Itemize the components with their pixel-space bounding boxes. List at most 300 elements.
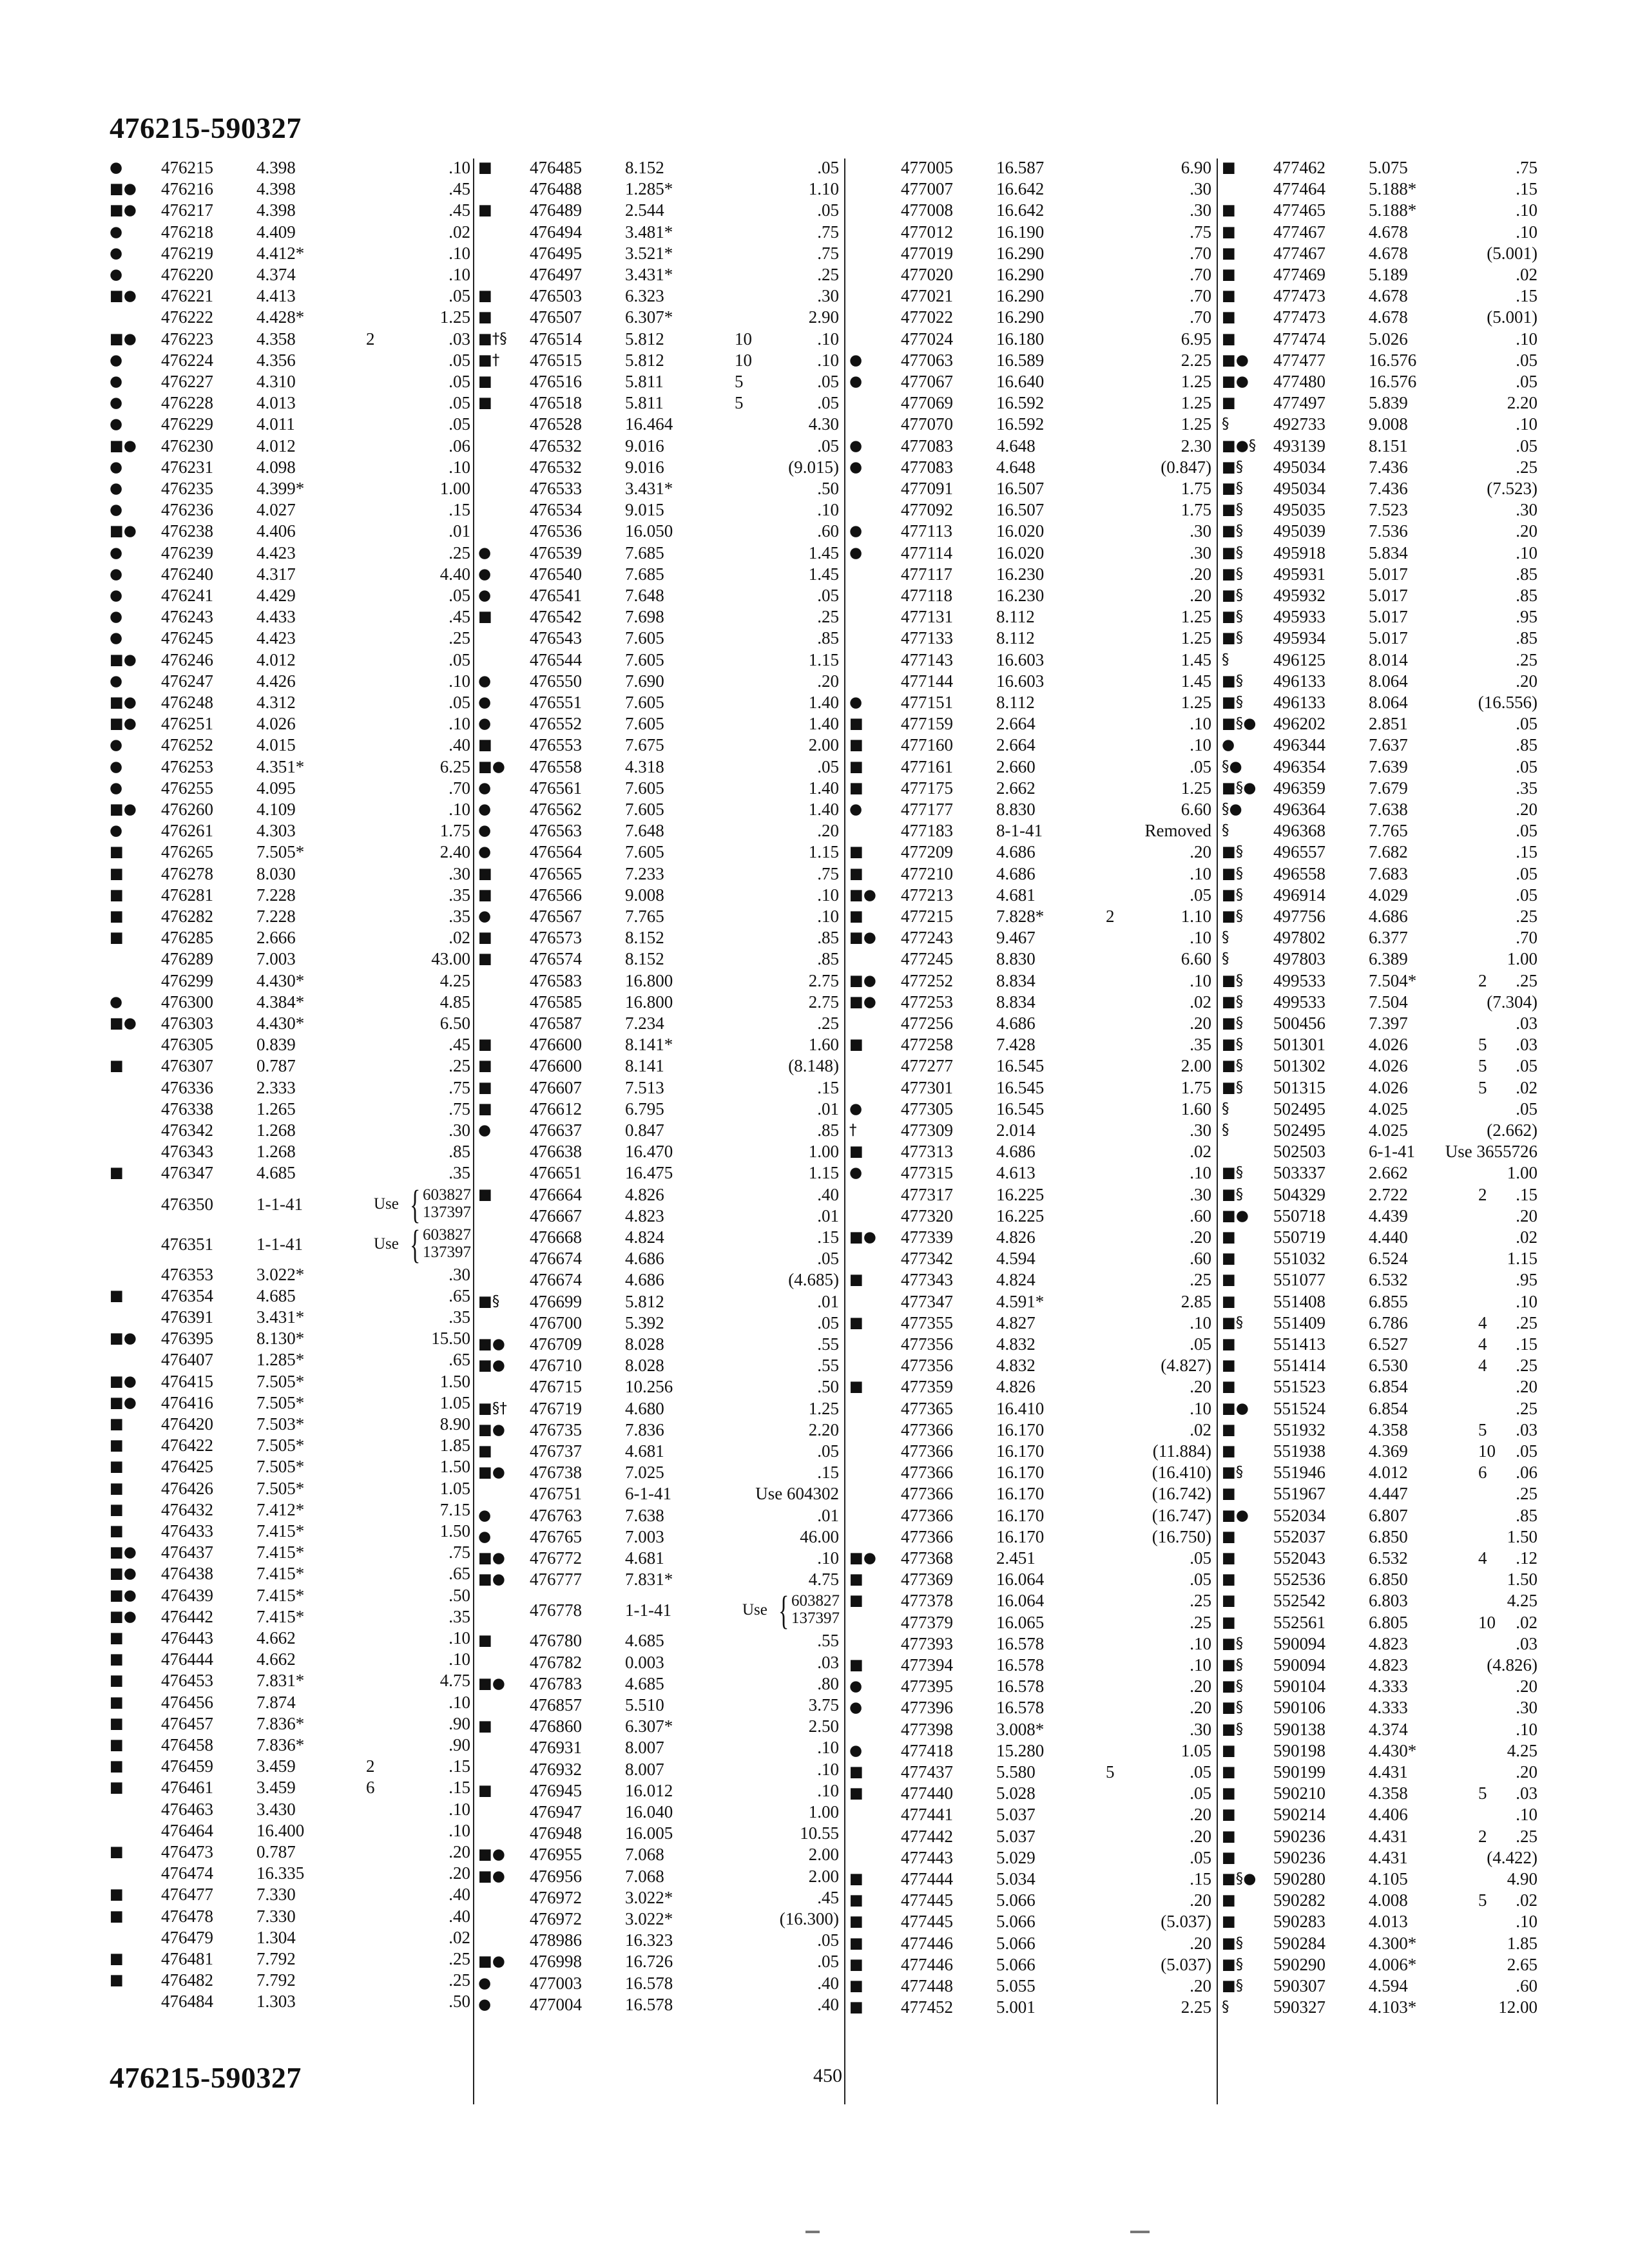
list-item	[110, 1222, 471, 1267]
item-number: 476433	[161, 1521, 213, 1541]
item-amount: .05	[1516, 350, 1537, 370]
item-amount: .20	[1190, 1805, 1211, 1825]
item-number: 476221	[161, 286, 213, 306]
item-amount: .02	[448, 928, 470, 948]
item-number: 476473	[161, 1842, 213, 1861]
list-item	[849, 799, 1211, 820]
item-rate: 5.066	[996, 1912, 1036, 1932]
item-amount: .05	[1516, 1099, 1537, 1119]
item-rate: 4.832	[996, 1356, 1036, 1376]
list-item	[110, 585, 470, 606]
list-item	[478, 906, 839, 927]
list-item	[478, 350, 839, 371]
list-item	[478, 1844, 839, 1865]
item-rate: 4.686	[625, 1270, 664, 1290]
list-item	[849, 1548, 1211, 1569]
item-number: 477366	[901, 1419, 953, 1439]
status-symbols: ■	[110, 1715, 124, 1732]
item-number: 476534	[530, 500, 582, 520]
status-symbols: ■	[1222, 309, 1236, 326]
item-amount: .10	[448, 1799, 470, 1819]
item-number: 476777	[530, 1570, 582, 1590]
item-number: 552536	[1273, 1570, 1325, 1590]
status-symbols: ■	[478, 608, 492, 626]
item-number: 495918	[1273, 543, 1325, 562]
item-amount: .10	[817, 1738, 839, 1758]
item-amount: .10	[448, 158, 470, 177]
item-number: 476564	[530, 842, 582, 862]
item-amount: 1.05	[1181, 1740, 1211, 1760]
status-symbols: ■§	[1222, 1934, 1244, 1952]
status-symbols: ■●	[478, 1675, 505, 1692]
item-number: 476415	[161, 1371, 213, 1391]
item-number: 476972	[530, 1887, 582, 1907]
item-rate: 4.686	[996, 842, 1036, 862]
item-rate: 4.681	[625, 1548, 664, 1568]
item-number: 551946	[1273, 1463, 1325, 1483]
item-rate: 7.638	[1369, 800, 1408, 819]
status-symbols: ■	[110, 1164, 124, 1182]
item-footnote: 5	[1106, 1762, 1115, 1782]
status-symbols: ●	[110, 822, 123, 840]
item-number: 476600	[530, 1035, 582, 1055]
list-item	[478, 1589, 840, 1633]
item-rate: 8.028	[625, 1356, 664, 1376]
item-footnote: 4	[1478, 1334, 1487, 1354]
list-item	[1222, 1120, 1537, 1141]
item-rate: 5.017	[1369, 607, 1408, 627]
item-number: 476426	[161, 1478, 213, 1498]
item-rate: 1.285*	[256, 1350, 305, 1370]
item-amount: 1.75	[1181, 1077, 1211, 1097]
list-item	[849, 499, 1211, 521]
item-number: 495933	[1273, 607, 1325, 627]
item-rate: 16.230	[996, 564, 1045, 584]
item-amount: .05	[817, 1930, 839, 1950]
item-number: 477258	[901, 1035, 953, 1055]
list-item	[478, 1823, 839, 1844]
item-number: 477004	[530, 1994, 582, 2014]
item-number: 493139	[1273, 436, 1325, 456]
item-number: 477393	[901, 1633, 953, 1653]
list-item	[110, 1456, 470, 1477]
item-rate: 5.834	[1369, 543, 1408, 562]
item-amount: 6.60	[1181, 800, 1211, 819]
item-number: 477342	[901, 1249, 953, 1269]
status-symbols: ■	[110, 1736, 124, 1753]
status-symbols: ●	[478, 587, 492, 604]
item-rate: 4.678	[1369, 286, 1408, 306]
item-amount: .10	[1516, 1719, 1537, 1739]
status-symbols: ■	[1222, 223, 1236, 240]
list-item	[478, 307, 839, 328]
item-rate: 8.014	[1369, 649, 1408, 669]
item-amount: 2.25	[1181, 1997, 1211, 2017]
item-amount: 2.50	[808, 1716, 839, 1736]
item-rate: 7.503*	[256, 1414, 305, 1434]
item-number: 476533	[530, 479, 582, 498]
item-number: 477366	[901, 1463, 953, 1483]
item-rate: 4.430*	[256, 970, 305, 990]
status-symbols: ■	[110, 1907, 124, 1925]
list-item	[110, 1799, 470, 1820]
item-amount: 1.10	[1181, 907, 1211, 926]
item-amount: .05	[1516, 885, 1537, 905]
item-rate: 4.662	[256, 1628, 296, 1648]
item-rate: 16.545	[996, 1099, 1045, 1119]
item-rate: 4.015	[256, 735, 296, 755]
item-number: 476536	[530, 521, 582, 541]
list-item	[478, 1462, 839, 1483]
item-rate: 16.578	[625, 1973, 673, 1993]
item-amount: 1.00	[439, 479, 470, 498]
list-item	[849, 1676, 1211, 1697]
item-rate: 7.228	[256, 885, 296, 905]
item-amount: (4.827)	[1161, 1356, 1211, 1376]
item-number: 477313	[901, 1142, 953, 1162]
status-symbols: ●	[110, 565, 123, 582]
item-number: 477320	[901, 1206, 953, 1225]
status-symbols: ●	[478, 801, 492, 818]
item-rate: 4.678	[1369, 307, 1408, 327]
item-number: 477480	[1273, 372, 1325, 391]
status-symbols: ■	[110, 908, 124, 925]
item-number: 476407	[161, 1350, 213, 1370]
item-rate: 1.265	[256, 1099, 296, 1119]
list-item	[849, 1869, 1211, 1890]
item-amount: .45	[817, 1887, 839, 1907]
list-item	[110, 1371, 470, 1392]
status-symbols: ■	[849, 1870, 863, 1887]
status-symbols: ■§	[1222, 480, 1244, 497]
item-rate: 7.836*	[256, 1713, 305, 1733]
item-amount: .85	[1516, 628, 1537, 648]
list-item	[849, 1612, 1211, 1633]
item-number: 476305	[161, 1035, 213, 1055]
item-number: 550719	[1273, 1227, 1325, 1247]
item-number: 590290	[1273, 1954, 1325, 1974]
list-item	[849, 1483, 1211, 1504]
list-item	[849, 735, 1211, 756]
item-number: 476719	[530, 1398, 582, 1418]
list-item	[849, 157, 1211, 178]
item-number: 476416	[161, 1392, 213, 1412]
item-number: 476255	[161, 778, 213, 798]
item-amount: .25	[1190, 1612, 1211, 1632]
status-symbols: ●	[478, 1974, 492, 1992]
item-rate: 16.592	[996, 414, 1045, 434]
item-amount: .60	[1190, 1249, 1211, 1269]
item-number: 476230	[161, 436, 213, 456]
item-rate: 7.228	[256, 907, 296, 926]
item-amount: .70	[1190, 307, 1211, 327]
list-item	[478, 564, 839, 585]
item-number: 476222	[161, 307, 213, 327]
item-amount: 1.40	[808, 693, 839, 712]
list-item	[110, 1414, 470, 1435]
item-amount: .05	[448, 372, 470, 391]
item-rate: 8.007	[625, 1759, 664, 1779]
item-number: 477003	[530, 1973, 582, 1993]
status-symbols: ■	[849, 1036, 863, 1053]
item-amount: .10	[817, 885, 839, 905]
item-number: 476240	[161, 564, 213, 584]
item-amount: .10	[448, 1628, 470, 1648]
list-item	[110, 1756, 470, 1777]
item-amount: (8.148)	[788, 1056, 839, 1076]
item-number: 551409	[1273, 1312, 1325, 1332]
list-item	[849, 521, 1211, 542]
item-rate: 8.152	[625, 949, 664, 969]
status-symbols: ■	[849, 736, 863, 754]
list-item	[1222, 1505, 1537, 1526]
item-rate: 7.836	[625, 1419, 664, 1439]
item-amount: 2.00	[1181, 1056, 1211, 1076]
item-amount: .05	[448, 586, 470, 605]
item-rate: 4.351*	[256, 756, 305, 776]
list-item	[110, 649, 470, 671]
list-item	[849, 628, 1211, 649]
item-amount: .85	[1516, 586, 1537, 605]
item-amount: .10	[1190, 1633, 1211, 1653]
list-item	[1222, 1975, 1537, 1997]
list-item	[110, 414, 470, 435]
item-amount: 2.90	[808, 307, 839, 327]
item-rate: 4.333	[1369, 1677, 1408, 1696]
item-number: 590106	[1273, 1698, 1325, 1718]
item-amount: .40	[448, 1906, 470, 1926]
item-rate: 3.521*	[625, 243, 673, 263]
item-rate: 4.406	[1369, 1805, 1408, 1825]
item-amount: .05	[448, 350, 470, 370]
item-rate: 5.066	[996, 1954, 1036, 1974]
list-item	[110, 1628, 470, 1649]
list-item	[849, 1462, 1211, 1483]
item-rate: 5.580	[996, 1762, 1036, 1782]
item-number: 476239	[161, 543, 213, 562]
item-rate: 4.826	[625, 1184, 664, 1204]
item-number: 476456	[161, 1692, 213, 1712]
item-rate: 7.831*	[625, 1570, 673, 1590]
list-item	[849, 1077, 1211, 1099]
item-amount: .35	[448, 907, 470, 926]
item-amount: .05	[1190, 1847, 1211, 1867]
list-item	[1222, 1911, 1537, 1932]
item-number: 476763	[530, 1505, 582, 1525]
item-rate: 16.800	[625, 992, 673, 1012]
status-symbols: ●	[110, 544, 123, 561]
item-number: 476223	[161, 329, 213, 349]
item-amount: .30	[1190, 543, 1211, 562]
item-footnote: 10	[1478, 1612, 1496, 1632]
item-rate: 2.851	[1369, 714, 1408, 734]
status-symbols: ■	[478, 1443, 492, 1459]
item-amount: .06	[1516, 1463, 1537, 1483]
item-rate: 16.335	[256, 1863, 305, 1883]
item-number: 495039	[1273, 521, 1325, 541]
item-number: 476638	[530, 1142, 582, 1162]
list-item	[1222, 885, 1537, 906]
list-item	[849, 1783, 1211, 1804]
item-amount: .35	[448, 885, 470, 905]
item-amount: .90	[448, 1735, 470, 1754]
item-rate: 6.854	[1369, 1398, 1408, 1418]
item-rate: 5.812	[625, 350, 664, 370]
item-rate: 4.398	[256, 158, 296, 177]
item-amount: .05	[1516, 756, 1537, 776]
list-item	[849, 1184, 1211, 1206]
list-item	[478, 778, 839, 799]
status-symbols: §	[1222, 929, 1229, 947]
item-rate: 4.423	[256, 628, 296, 648]
item-amount: .03	[1516, 1035, 1537, 1055]
item-rate: 7.330	[256, 1906, 296, 1926]
list-item	[849, 222, 1211, 243]
item-rate: 2.544	[625, 200, 664, 220]
item-number: 476265	[161, 842, 213, 862]
item-amount: 4.75	[439, 1671, 470, 1691]
item-number: 476238	[161, 521, 213, 541]
item-rate: 4.310	[256, 372, 296, 391]
item-number: 476542	[530, 607, 582, 627]
item-rate: 7.679	[1369, 778, 1408, 798]
item-number: 476246	[161, 649, 213, 669]
item-number: 476217	[161, 200, 213, 220]
item-rate: 4.374	[256, 265, 296, 284]
item-number: 477365	[901, 1398, 953, 1418]
item-amount: 1.25	[1181, 693, 1211, 712]
item-rate: 4.431	[1369, 1762, 1408, 1782]
item-rate: 4.333	[1369, 1698, 1408, 1718]
item-amount: .25	[1190, 1591, 1211, 1611]
item-amount: .05	[817, 586, 839, 605]
item-rate: 7.003	[256, 949, 296, 969]
item-amount: .02	[448, 1927, 470, 1947]
status-symbols: ■	[110, 1437, 124, 1454]
list-item	[1222, 499, 1537, 521]
list-item	[478, 222, 839, 243]
list-item	[1222, 970, 1537, 992]
item-rate: 16.642	[996, 200, 1045, 220]
item-rate: 6.850	[1369, 1570, 1408, 1590]
list-item	[478, 178, 839, 200]
item-number: 477209	[901, 842, 953, 862]
item-amount: 46.00	[800, 1526, 839, 1546]
status-symbols: ■	[1222, 1827, 1236, 1845]
item-rate: 5.017	[1369, 628, 1408, 648]
item-amount: 3.75	[808, 1695, 839, 1715]
list-item	[1222, 992, 1537, 1013]
list-item	[110, 521, 470, 542]
list-item	[478, 243, 839, 264]
item-amount: .02	[1190, 1142, 1211, 1162]
item-rate: 16.050	[625, 521, 673, 541]
status-symbols: ■	[849, 1143, 863, 1160]
status-symbols: ■	[1222, 1592, 1236, 1610]
item-number: 590236	[1273, 1847, 1325, 1867]
item-rate: 3.431*	[625, 265, 673, 284]
item-amount: .20	[1190, 842, 1211, 862]
status-symbols: ■	[849, 1999, 863, 2016]
item-amount: .25	[448, 543, 470, 562]
item-rate: 16.576	[1369, 350, 1417, 370]
item-footnote: 4	[1478, 1548, 1487, 1568]
item-amount: .30	[1516, 1698, 1537, 1718]
status-symbols: ■	[478, 309, 492, 326]
item-rate: 4.447	[1369, 1484, 1408, 1504]
item-number: 476783	[530, 1673, 582, 1693]
list-item	[110, 1692, 470, 1713]
item-rate: 16.170	[996, 1505, 1045, 1525]
item-number: 476495	[530, 243, 582, 263]
status-symbols: ●	[478, 672, 492, 689]
item-number: 476667	[530, 1206, 582, 1225]
item-amount: .05	[1516, 714, 1537, 734]
item-number: 477315	[901, 1163, 953, 1183]
list-item	[110, 478, 470, 499]
status-symbols: ■●	[110, 287, 137, 305]
list-item	[1222, 863, 1537, 885]
item-amount: .55	[817, 1334, 839, 1354]
item-amount: .10	[448, 714, 470, 734]
item-number: 476299	[161, 970, 213, 990]
item-rate: 7.605	[625, 778, 664, 798]
item-number: 590214	[1273, 1805, 1325, 1825]
status-symbols: ■§	[1222, 565, 1244, 582]
item-rate: 6.805	[1369, 1612, 1408, 1632]
item-rate: 16.642	[996, 179, 1045, 199]
status-symbols: ■	[849, 1934, 863, 1952]
list-item	[478, 1334, 839, 1355]
item-number: 477465	[1273, 200, 1325, 220]
item-number: 502503	[1273, 1142, 1325, 1162]
item-number: 496133	[1273, 671, 1325, 691]
item-rate: 16.603	[996, 671, 1045, 691]
list-item	[110, 222, 470, 243]
list-item	[110, 1349, 470, 1370]
item-number: 476972	[530, 1909, 582, 1928]
list-item	[110, 735, 470, 756]
status-symbols: ■	[478, 1057, 492, 1075]
list-item	[849, 543, 1211, 564]
item-number: 495035	[1273, 500, 1325, 520]
list-item	[110, 457, 470, 478]
status-symbols: ■§	[1222, 1015, 1244, 1032]
list-item	[110, 1777, 470, 1798]
item-amount: .30	[1190, 1719, 1211, 1739]
item-number: 551408	[1273, 1291, 1325, 1311]
item-rate: 8.064	[1369, 671, 1408, 691]
list-item	[478, 885, 839, 906]
item-rate: 4.823	[625, 1206, 664, 1225]
list-item	[849, 1227, 1211, 1248]
list-item	[1222, 1077, 1537, 1099]
item-rate: 7.831*	[256, 1671, 305, 1691]
list-item	[110, 436, 470, 457]
status-symbols: ●	[110, 223, 123, 240]
status-symbols: ■	[1222, 266, 1236, 283]
item-amount: 12.00	[1498, 1997, 1537, 2017]
list-item	[1222, 1783, 1537, 1804]
list-item	[849, 478, 1211, 499]
list-item	[110, 243, 470, 264]
list-item	[849, 778, 1211, 799]
status-symbols: ●	[478, 1506, 492, 1524]
status-symbols: ■	[1222, 1571, 1236, 1588]
item-amount: .25	[1516, 1826, 1537, 1846]
item-amount: .03	[817, 1652, 839, 1672]
item-amount: .85	[1516, 735, 1537, 755]
